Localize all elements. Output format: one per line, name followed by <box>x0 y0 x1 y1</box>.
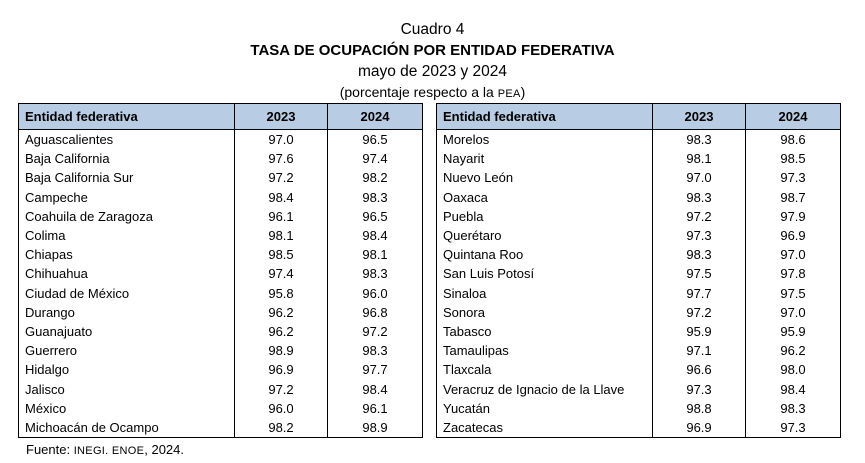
table-title: TASA DE OCUPACIÓN POR ENTIDAD FEDERATIVA <box>250 42 615 59</box>
table-row <box>19 168 423 187</box>
table-row <box>19 284 423 303</box>
value-2023-cell: 96.2 <box>235 322 328 341</box>
value-2024-cell: 98.7 <box>746 188 841 207</box>
value-2024-cell: 96.8 <box>328 303 423 322</box>
table-left-body <box>19 130 423 438</box>
column-header-entity: Entidad federativa <box>19 104 235 130</box>
value-2023-cell: 96.6 <box>653 360 746 379</box>
entity-cell: Sinaloa <box>437 284 653 303</box>
table-left <box>18 103 423 438</box>
entity-cell: Baja California <box>19 149 235 168</box>
entity-cell: Ciudad de México <box>19 284 235 303</box>
value-2023-cell: 97.5 <box>653 264 746 283</box>
table-row <box>19 380 423 399</box>
value-2023-cell: 97.0 <box>235 130 328 150</box>
table-header-row <box>19 104 423 130</box>
value-2024-cell: 95.9 <box>746 322 841 341</box>
value-2023-cell: 97.1 <box>653 341 746 360</box>
entity-cell: Tamaulipas <box>437 341 653 360</box>
entity-cell: Sonora <box>437 303 653 322</box>
table-row <box>437 226 841 245</box>
entity-cell: Durango <box>19 303 235 322</box>
value-2024-cell: 98.0 <box>746 360 841 379</box>
entity-cell: Campeche <box>19 188 235 207</box>
source-prefix: Fuente: <box>26 442 74 457</box>
value-2024-cell: 97.7 <box>328 360 423 379</box>
value-2023-cell: 97.2 <box>235 380 328 399</box>
value-2024-cell: 96.2 <box>746 341 841 360</box>
table-row <box>19 207 423 226</box>
value-2023-cell: 97.3 <box>653 380 746 399</box>
column-header-2023: 2023 <box>653 104 746 130</box>
value-2023-cell: 98.3 <box>653 130 746 150</box>
column-header-entity: Entidad federativa <box>437 104 653 130</box>
value-2024-cell: 97.5 <box>746 284 841 303</box>
value-2023-cell: 95.8 <box>235 284 328 303</box>
entity-cell: Guanajuato <box>19 322 235 341</box>
table-row <box>437 188 841 207</box>
entity-cell: Oaxaca <box>437 188 653 207</box>
entity-cell: Jalisco <box>19 380 235 399</box>
table-header-row <box>437 104 841 130</box>
value-2024-cell: 98.6 <box>746 130 841 150</box>
table-row <box>437 284 841 303</box>
column-header-2023: 2023 <box>235 104 328 130</box>
entity-cell: Querétaro <box>437 226 653 245</box>
entity-cell: Chihuahua <box>19 264 235 283</box>
table-row <box>19 149 423 168</box>
value-2023-cell: 96.9 <box>235 360 328 379</box>
value-2024-cell: 96.5 <box>328 130 423 150</box>
table-row <box>19 341 423 360</box>
table-right <box>436 103 841 438</box>
value-2024-cell: 98.4 <box>746 380 841 399</box>
value-2024-cell: 97.0 <box>746 303 841 322</box>
entity-cell: Colima <box>19 226 235 245</box>
table-row <box>19 303 423 322</box>
value-2024-cell: 98.3 <box>328 341 423 360</box>
source-note <box>26 442 184 457</box>
value-2024-cell: 98.4 <box>328 226 423 245</box>
table-row <box>437 341 841 360</box>
entity-cell: San Luis Potosí <box>437 264 653 283</box>
value-2023-cell: 98.5 <box>235 245 328 264</box>
value-2023-cell: 96.2 <box>235 303 328 322</box>
value-2023-cell: 97.7 <box>653 284 746 303</box>
table-row <box>437 380 841 399</box>
table-row <box>437 303 841 322</box>
value-2023-cell: 97.2 <box>653 303 746 322</box>
entity-cell: Michoacán de Ocampo <box>19 418 235 438</box>
value-2024-cell: 98.2 <box>328 168 423 187</box>
value-2023-cell: 98.1 <box>653 149 746 168</box>
table-row <box>437 130 841 150</box>
value-2023-cell: 98.2 <box>235 418 328 438</box>
value-2024-cell: 98.5 <box>746 149 841 168</box>
column-header-2024: 2024 <box>746 104 841 130</box>
entity-cell: Nayarit <box>437 149 653 168</box>
table-row <box>437 418 841 438</box>
value-2024-cell: 97.4 <box>328 149 423 168</box>
value-2024-cell: 97.3 <box>746 418 841 438</box>
entity-cell: Nuevo León <box>437 168 653 187</box>
entity-cell: Aguascalientes <box>19 130 235 150</box>
value-2024-cell: 97.9 <box>746 207 841 226</box>
value-2024-cell: 96.9 <box>746 226 841 245</box>
table-right-body <box>437 130 841 438</box>
value-2023-cell: 98.9 <box>235 341 328 360</box>
entity-cell: Guerrero <box>19 341 235 360</box>
entity-cell: México <box>19 399 235 418</box>
table-number: Cuadro 4 <box>400 21 465 38</box>
value-2023-cell: 96.1 <box>235 207 328 226</box>
table-row <box>437 322 841 341</box>
value-2024-cell: 96.5 <box>328 207 423 226</box>
entity-cell: Yucatán <box>437 399 653 418</box>
value-2024-cell: 98.9 <box>328 418 423 438</box>
entity-cell: Morelos <box>437 130 653 150</box>
table-subtitle: mayo de 2023 y 2024 <box>357 63 508 80</box>
entity-cell: Hidalgo <box>19 360 235 379</box>
value-2024-cell: 97.8 <box>746 264 841 283</box>
table-row <box>437 399 841 418</box>
table-row <box>437 245 841 264</box>
value-2023-cell: 96.9 <box>653 418 746 438</box>
value-2024-cell: 96.0 <box>328 284 423 303</box>
value-2024-cell: 98.4 <box>328 380 423 399</box>
table-row <box>19 245 423 264</box>
table-row <box>19 130 423 150</box>
value-2024-cell: 97.3 <box>746 168 841 187</box>
value-2023-cell: 97.2 <box>653 207 746 226</box>
value-2023-cell: 98.1 <box>235 226 328 245</box>
table-row <box>437 360 841 379</box>
unit-note-prefix: (porcentaje respecto a la <box>339 84 498 100</box>
value-2023-cell: 98.4 <box>235 188 328 207</box>
value-2023-cell: 98.8 <box>653 399 746 418</box>
table-row <box>19 322 423 341</box>
value-2023-cell: 96.0 <box>235 399 328 418</box>
source-org: INEGI. ENOE <box>73 445 145 457</box>
value-2024-cell: 97.2 <box>328 322 423 341</box>
entity-cell: Tlaxcala <box>437 360 653 379</box>
table-unit-note <box>0 84 865 100</box>
value-2023-cell: 97.2 <box>235 168 328 187</box>
value-2024-cell: 98.3 <box>746 399 841 418</box>
column-header-2024: 2024 <box>328 104 423 130</box>
unit-note-suffix: ) <box>520 84 526 100</box>
value-2024-cell: 98.3 <box>328 188 423 207</box>
value-2023-cell: 97.0 <box>653 168 746 187</box>
value-2024-cell: 98.1 <box>328 245 423 264</box>
table-row <box>437 168 841 187</box>
value-2023-cell: 98.3 <box>653 188 746 207</box>
table-row <box>19 226 423 245</box>
table-row <box>437 207 841 226</box>
table-row <box>19 264 423 283</box>
value-2023-cell: 97.3 <box>653 226 746 245</box>
value-2023-cell: 97.6 <box>235 149 328 168</box>
table-row <box>19 399 423 418</box>
table-row <box>437 149 841 168</box>
table-row <box>19 188 423 207</box>
table-row <box>19 360 423 379</box>
entity-cell: Veracruz de Ignacio de la Llave <box>437 380 653 399</box>
value-2023-cell: 95.9 <box>653 322 746 341</box>
unit-note-abbr: PEA <box>497 88 521 100</box>
value-2023-cell: 98.3 <box>653 245 746 264</box>
entity-cell: Chiapas <box>19 245 235 264</box>
value-2023-cell: 97.4 <box>235 264 328 283</box>
entity-cell: Baja California Sur <box>19 168 235 187</box>
entity-cell: Puebla <box>437 207 653 226</box>
entity-cell: Quintana Roo <box>437 245 653 264</box>
table-row <box>19 418 423 438</box>
value-2024-cell: 98.3 <box>328 264 423 283</box>
entity-cell: Tabasco <box>437 322 653 341</box>
value-2024-cell: 96.1 <box>328 399 423 418</box>
table-row <box>437 264 841 283</box>
entity-cell: Zacatecas <box>437 418 653 438</box>
value-2024-cell: 97.0 <box>746 245 841 264</box>
entity-cell: Coahuila de Zaragoza <box>19 207 235 226</box>
source-suffix: , 2024. <box>144 442 185 457</box>
